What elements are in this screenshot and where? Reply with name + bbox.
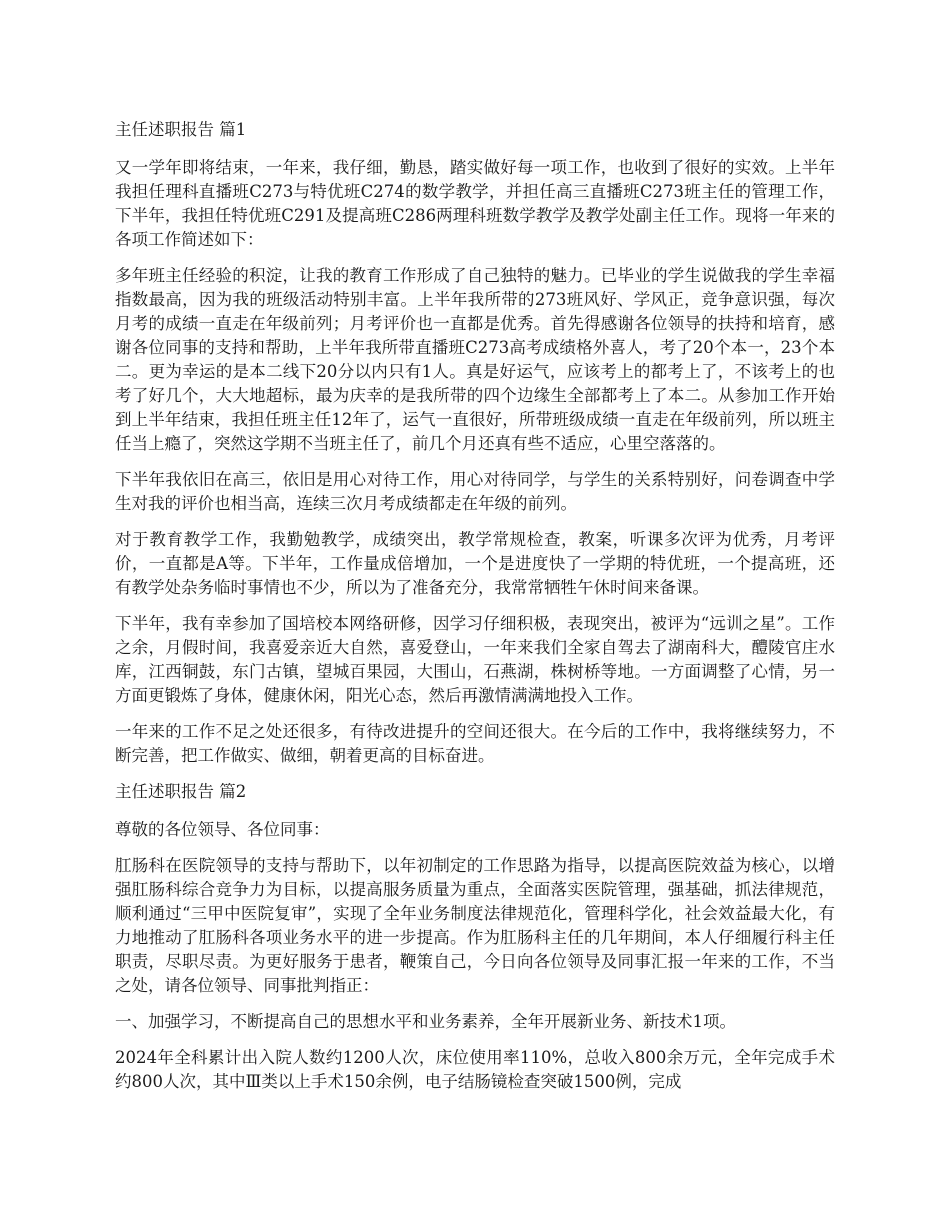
paragraph-salutation: 尊敬的各位领导、各位同事： bbox=[115, 820, 330, 839]
paragraph-conclusion: 一年来的工作不足之处还很多，有待改进提升的空间还很大。在今后的工作中，我将继续努力，不断完善，把工作做实、做细，朝着更高的目标奋进。 bbox=[115, 722, 835, 765]
paragraph-point-one: 一、加强学习，不断提高自己的思想水平和业务素养，全年开展新业务、新技术1项。 bbox=[115, 1012, 736, 1031]
paragraph-training-leisure: 下半年，我有幸参加了国培校本网络研修，因学习仔细积极，表现突出，被评为“远训之星”。工作之余，月假时间，我喜爱亲近大自然，喜爱登山，一年来我们全家自驾去了湖南科大，醴陵官庄水库，江西铜鼓，东门古镇，望城百果园，大围山，石燕湖，株树桥等地。一方面调整了心情，另一方面更锻炼了身体，健康休闲，阳光心态，然后再激情满满地投入工作。 bbox=[115, 614, 835, 705]
section-heading-1: 主任述职报告 篇1 bbox=[115, 120, 247, 139]
paragraph-second-half: 下半年我依旧在高三，依旧是用心对待工作，用心对待同学，与学生的关系特别好，问卷调查中学生对我的评价也相当高，连续三次月考成绩都走在年级的前列。 bbox=[115, 470, 835, 513]
paragraph-class-teacher: 多年班主任经验的积淀，让我的教育工作形成了自己独特的魅力。已毕业的学生说做我的学生幸福指数最高，因为我的班级活动特别丰富。上半年我所带的273班风好、学风正，竞争意识强，每次月考的成绩一直走在年级前列；月考评价也一直都是优秀。首先得感谢各位领导的扶持和培育，感谢各位同事的支持和帮助，上半年我所带直播班C273高考成绩格外喜人，考了20个本一，23个本二。更为幸运的是本二线下20分以内只有1人。真是好运气，应该考上的都考上了，不该考上的也考了好几个，大大地超标，最为庆幸的是我所带的四个边缘生全部都考上了本二。从参加工作开始到上半年结束，我担任班主任12年了，运气一直很好，所带班级成绩一直走在年级前列，所以班主任当上瘾了，突然这学期不当班主任了，前几个月还真有些不适应，心里空落落的。 bbox=[115, 266, 835, 453]
paragraph-intro: 又一学年即将结束，一年来，我仔细，勤恳，踏实做好每一项工作，也收到了很好的实效。上半年我担任理科直播班C273与特优班C274的数学教学，并担任高三直播班C273班主任的管理工作，下半年，我担任特优班C291及提高班C286两理科班数学教学及教学处副主任工作。现将一年来的各项工作简述如下： bbox=[115, 158, 835, 249]
section-heading-2: 主任述职报告 篇2 bbox=[115, 782, 247, 801]
paragraph-statistics: 2024年全科累计出入院人数约1200人次，床位使用率110%，总收入800余万元，全年完成手术约800人次，其中Ⅲ类以上手术150余例，电子结肠镜检查突破1500例，完成 bbox=[115, 1048, 835, 1091]
document-page bbox=[115, 118, 835, 1106]
paragraph-department-overview: 肛肠科在医院领导的支持与帮助下，以年初制定的工作思路为指导，以提高医院效益为核心，以增强肛肠科综合竞争力为目标，以提高服务质量为重点，全面落实医院管理，强基础，抓法律规范，顺利通过“三甲中医院复审”，实现了全年业务制度法律规范化，管理科学化，社会效益最大化，有力地推动了肛肠科各项业务水平的进一步提高。作为肛肠科主任的几年期间，本人仔细履行科主任职责，尽职尽责。为更好服务于患者，鞭策自己，今日向各位领导及同事汇报一年来的工作，不当之处，请各位领导、同事批判指正： bbox=[115, 856, 835, 995]
paragraph-teaching: 对于教育教学工作，我勤勉教学，成绩突出，教学常规检查，教案，听课多次评为优秀，月考评价，一直都是A等。下半年，工作量成倍增加，一个是进度快了一学期的特优班，一个提高班，还有教学处杂务临时事情也不少，所以为了准备充分，我常常牺牲午休时间来备课。 bbox=[115, 530, 835, 597]
